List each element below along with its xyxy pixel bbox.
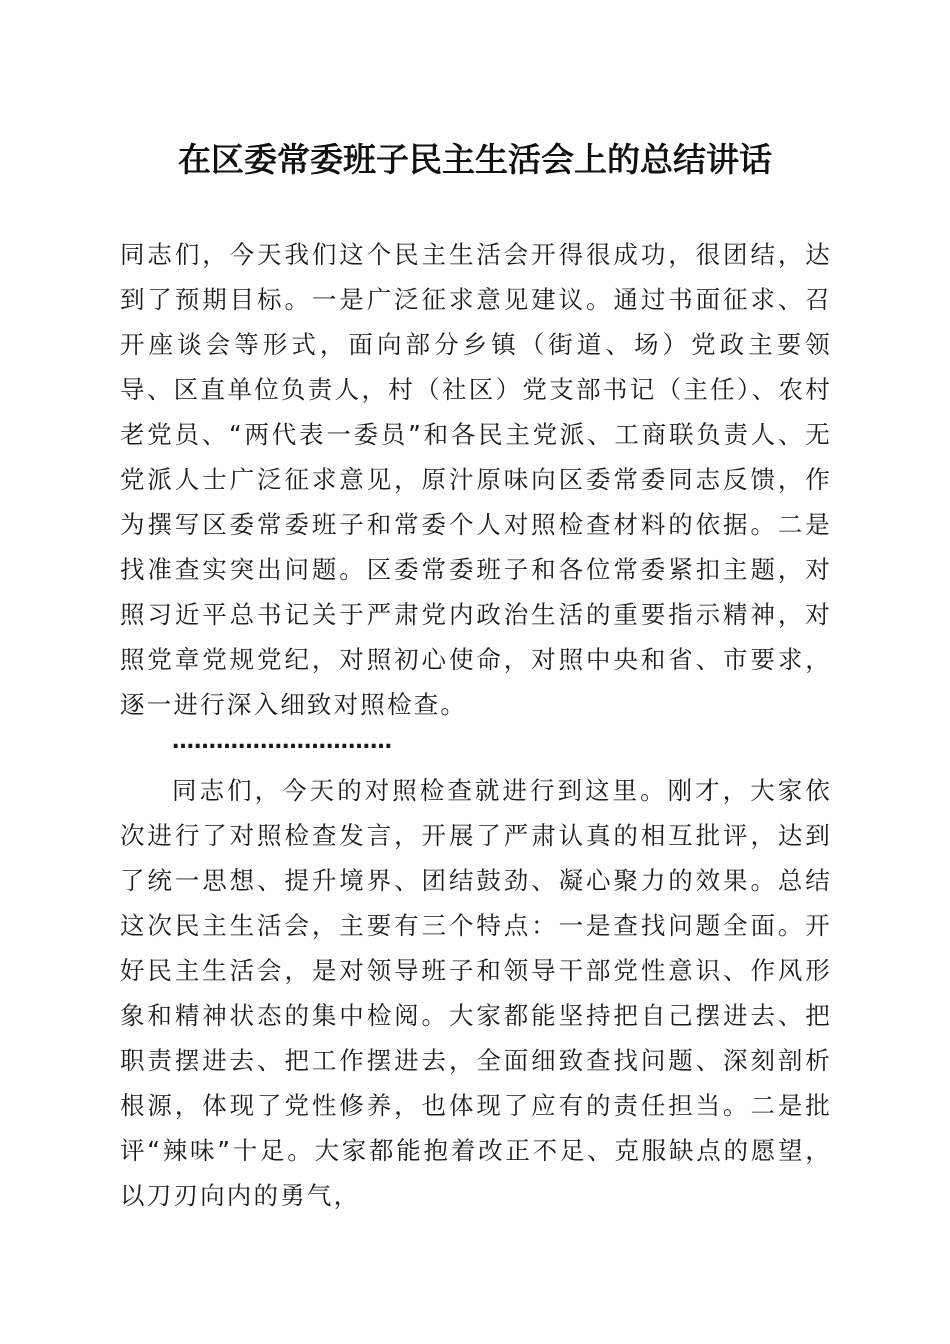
paragraph-1: 同志们，今天我们这个民主生活会开得很成功，很团结，达到了预期目标。一是广泛征求意见建议。通过书面征求、召开座谈会等形式，面向部分乡镇（街道、场）党政主要领导、区直单位负责人，村（社区）党支部书记（主任）、农村老党员、“两代表一委员”和各民主党派、工商联负责人、无党派人士广泛征求意见，原汁原味向区委常委同志反馈，作为撰写区委常委班子和常委个人对照检查材料的依据。二是找准查实突出问题。区委常委班子和各位常委紧扣主题，对照习近平总书记关于严肃党内政治生活的重要指示精神，对照党章党规党纪，对照初心使命，对照中央和省、市要求，逐一进行深入细致对照检查。	[120, 240, 832, 719]
document-title: 在区委常委班子民主生活会上的总结讲话	[178, 140, 772, 179]
omission-separator: …………………………	[172, 729, 392, 754]
paragraph-2: 同志们，今天的对照检查就进行到这里。刚才，大家依次进行了对照检查发言，开展了严肃认真的相互批评，达到了统一思想、提升境界、团结鼓劲、凝心聚力的效果。总结这次民主生活会，主要有三个特点：一是查找问题全面。开好民主生活会，是对领导班子和领导干部党性意识、作风形象和精神状态的集中检阅。大家都能坚持把自己摆进去、把职责摆进去、把工作摆进去，全面细致查找问题、深刻剖析根源，体现了党性修养，也体现了应有的责任担当。二是批评“辣味”十足。大家都能抱着改正不足、克服缺点的愿望，以刀刃向内的勇气，	[120, 776, 832, 1210]
